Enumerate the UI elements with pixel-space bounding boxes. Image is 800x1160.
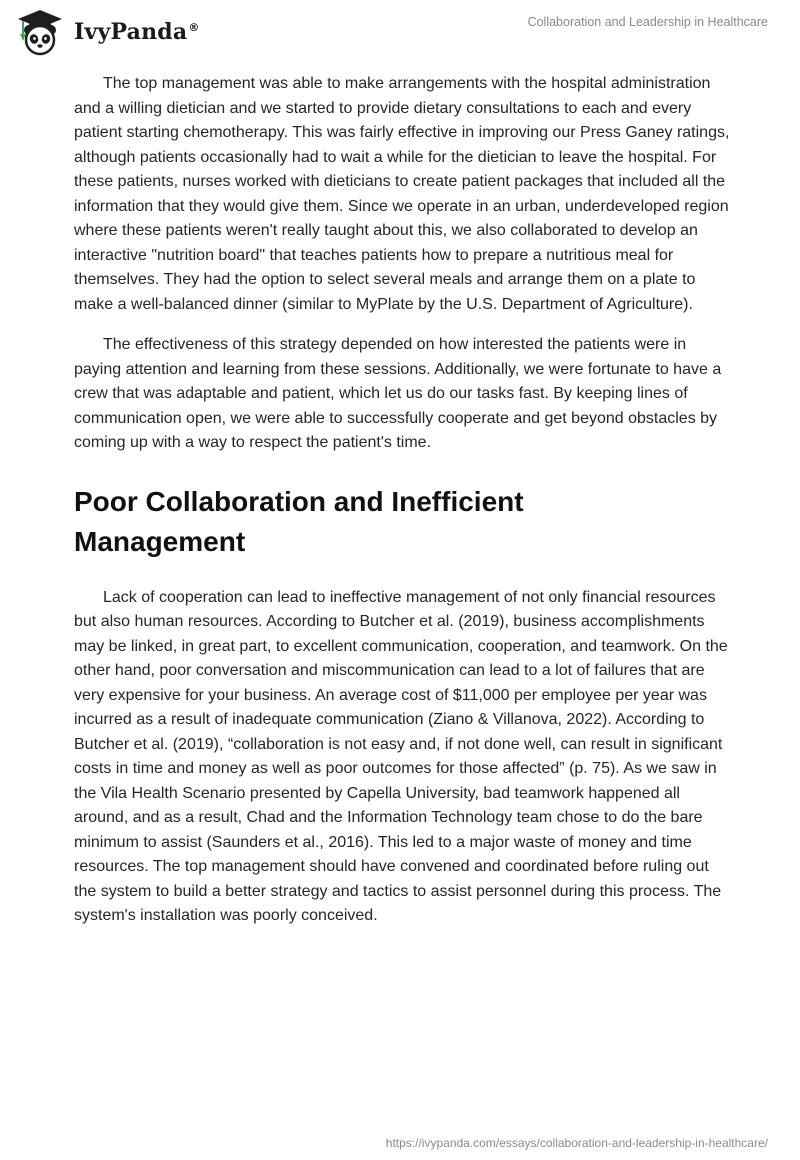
body-paragraph: The top management was able to make arrangements with the hospital administration and a willing dietician and we started to provide dietary consultations to each and every patient starting chemotherapy. This was fairly effective in improving our Press Ganey ratings, although patients occasionally had to wait a while for the dietician to leave the hospital. For these patients, nurses worked with dieticians to create patient packages that included all the information that they would give them. Since we operate in an urban, underdeveloped region where these patients weren't really taught about this, we also collaborated to develop an interactive "nutrition board" that teaches patients how to prepare a nutritious meal for themselves. They had the option to select several meals and arrange them on a plate to make a well-balanced dinner (similar to MyPlate by the U.S. Department of Agriculture). [74,75,730,313]
document-title: Collaboration and Leadership in Healthcare [527,15,768,29]
section-heading: Poor Collaboration and Inefficient Management [74,485,524,557]
page-header [0,0,800,60]
body-paragraph: The effectiveness of this strategy depended on how interested the patients were in paying attention and learning from these sessions. Additionally, we were fortunate to have a crew that was adaptable and patient, which let us do our tasks fast. By keeping lines of communication open, we were able to successfully cooperate and get beyond obstacles by coming up with a way to respect the patient's time. [74,336,722,451]
brand-name: IvyPanda® [74,19,200,45]
source-url[interactable]: https://ivypanda.com/essays/collaboration-and-leadership-in-healthcare/ [385,1136,768,1150]
essay-body [74,72,730,945]
brand-logo[interactable] [14,8,200,56]
section-paragraph: Lack of cooperation can lead to ineffective management of not only financial resources but also human resources. According to Butcher et al. (2019), business accomplishments may be linked, in great part, to excellent communication, cooperation, and teamwork. On the other hand, poor conversation and miscommunication can lead to a lot of failures that are very expensive for your business. An average cost of $11,000 per employee per year was incurred as a result of inadequate communication (Ziano & Villanova, 2022). According to Butcher et al. (2019), “collaboration is not easy and, if not done well, can result in significant costs in time and money as well as poor outcomes for those affected” (p. 75). As we saw in the Vila Health Scenario presented by Capella University, bad teamwork happened all around, and as a result, Chad and the Information Technology team chose to do the bare minimum to assist (Saunders et al., 2016). This led to a major waste of money and time resources. The top management should have convened and coordinated before ruling out the system to build a better strategy and tactics to assist personnel during this process. The system's installation was poorly conceived. [74,588,728,924]
panda-graduate-logo-icon [14,8,66,56]
